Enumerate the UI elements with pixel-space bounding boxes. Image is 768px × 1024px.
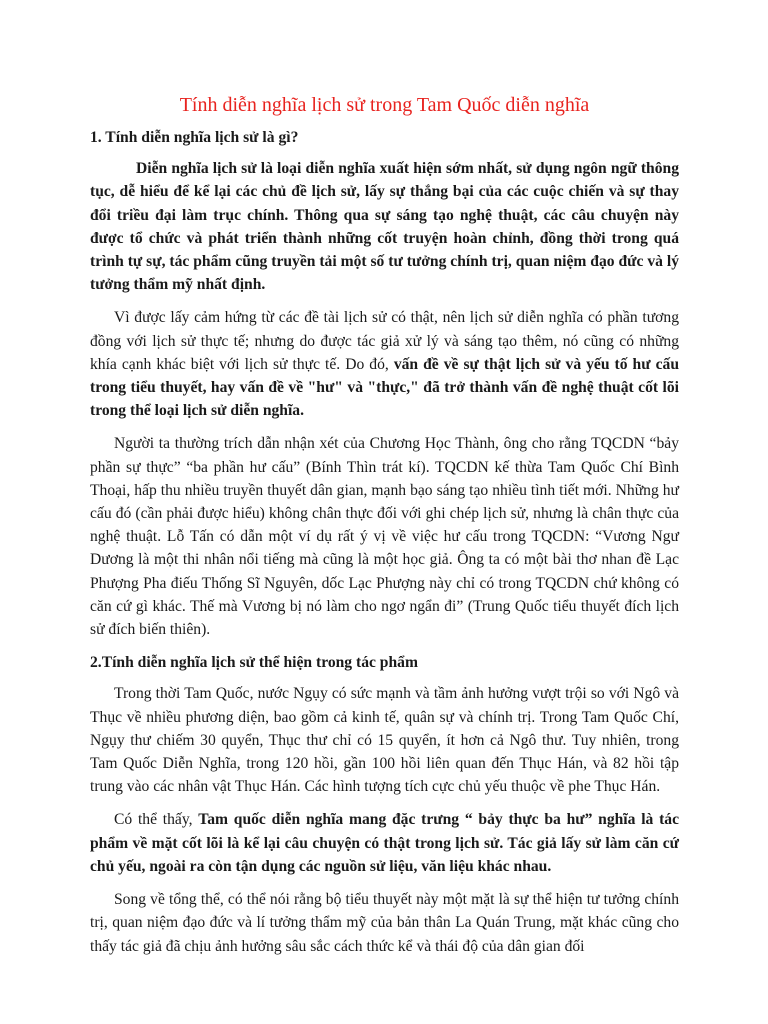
paragraph-bold-text: Tam quốc diễn nghĩa mang đặc trưng “ bảy thực ba hư” nghĩa là tác phẩm về mặt cốt lõi là kể lại câu chuyện có thật trong lịch sử. Tác giả lấy sử làm căn cứ chủ yếu, ngoài ra còn tận dụng các nguồn sử liệu, văn liệu khác nhau. <box>90 811 679 875</box>
section-2-paragraph-2 <box>90 808 679 878</box>
paragraph-text: Có thể thấy, <box>114 811 199 829</box>
section-1-paragraph-3: Người ta thường trích dẫn nhận xét của Chương Học Thành, ông cho rằng TQCDN “bảy phần sự thực” “ba phần hư cấu” (Bính Thìn trát kí). TQCDN kế thừa Tam Quốc Chí Bình Thoại, hấp thu nhiều truyền thuyết dân gian, mạnh bạo sáng tạo nhiều tình tiết mới. Những hư cấu đó (cần phải được hiểu) không chân thực đối với ghi chép lịch sử, nhưng là chân thực của nghệ thuật. Lỗ Tấn có dẫn một ví dụ rất ý vị về việc hư cấu trong TQCDN: “Vương Ngư Dương là một thi nhân nổi tiếng mà cũng là một học giả. Ông ta có một bài thơ nhan đề Lạc Phượng Pha điếu Thống Sĩ Nguyên, dốc Lạc Phượng này chỉ có trong TQCDN chứ không có căn cứ gì khác. Thế mà Vương bị nó làm cho ngơ ngẩn đi” (Trung Quốc tiểu thuyết đích lịch sử đích biến thiên). <box>90 435 679 639</box>
section-1-heading: 1. Tính diễn nghĩa lịch sử là gì? <box>90 129 299 146</box>
section-1-paragraph-2 <box>90 306 679 422</box>
section-2-paragraph-1: Trong thời Tam Quốc, nước Ngụy có sức mạnh và tầm ảnh hưởng vượt trội so với Ngô và Thục về nhiều phương diện, bao gồm cả kinh tế, quân sự và chính trị. Trong Tam Quốc Chí, Ngụy thư chiếm 30 quyển, Thục thư chỉ có 15 quyển, ít hơn cả Ngô thư. Tuy nhiên, trong Tam Quốc Diễn Nghĩa, trong 120 hồi, gần 100 hồi liên quan đến Thục Hán, và 82 hồi tập trung vào các nhân vật Thục Hán. Các hình tượng tích cực chủ yếu thuộc về phe Thục Hán. <box>90 685 679 796</box>
section-2-heading: 2.Tính diễn nghĩa lịch sử thể hiện trong tác phẩm <box>90 654 418 672</box>
document-title: Tính diễn nghĩa lịch sử trong Tam Quốc diễn nghĩa <box>179 94 590 116</box>
paragraph-text: Vì được lấy cảm hứng từ các đề tài lịch sử có thật, nên lịch sử diễn nghĩa có phần tương đồng với lịch sử thực tế; nhưng do được tác giả xử lý và sáng tạo thêm, nó cũng có những khía cạnh khác biệt với lịch sử thực tế. Do đó, <box>90 309 679 373</box>
section-2-paragraph-3: Song về tổng thể, có thể nói rằng bộ tiểu thuyết này một mặt là sự thể hiện tư tưởng chính trị, quan niệm đạo đức và lí tưởng thẩm mỹ của bản thân La Quán Trung, mặt khác cũng cho thấy tác giả đã chịu ảnh hưởng sâu sắc cách thức kể và thái độ của dân gian đối <box>90 891 679 955</box>
section-1-paragraph-1: Diễn nghĩa lịch sử là loại diễn nghĩa xuất hiện sớm nhất, sử dụng ngôn ngữ thông tục, dễ hiểu để kể lại các chủ đề lịch sử, lấy sự thắng bại của các cuộc chiến và sự thay đổi triều đại làm trục chính. Thông qua sự sáng tạo nghệ thuật, các câu chuyện này được tổ chức và phát triển thành những cốt truyện hoàn chỉnh, đồng thời trong quá trình tự sự, tác phẩm cũng truyền tải một số tư tưởng chính trị, quan niệm đạo đức và lý tưởng thẩm mỹ nhất định. <box>90 160 679 294</box>
paragraph-bold-text: vấn đề về sự thật lịch sử và yếu tố hư cấu trong tiểu thuyết, hay vấn đề về "hư" và "thực," đã trở thành vấn đề nghệ thuật cốt lõi trong thể loại lịch sử diễn nghĩa. <box>90 355 679 420</box>
